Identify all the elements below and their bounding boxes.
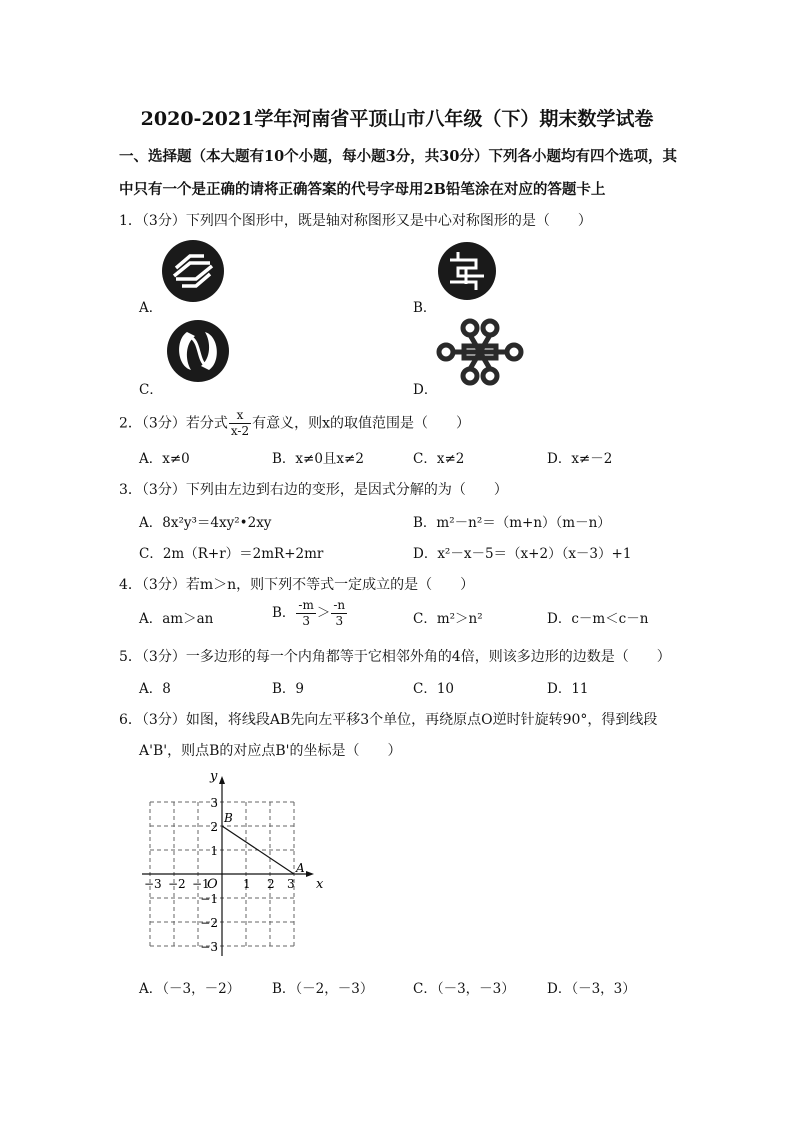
q2-stem-pre: 2．（3分）若分式 bbox=[119, 415, 228, 432]
point-b-label: B bbox=[224, 811, 233, 825]
q3-option-d[interactable]: D．x²－x－5＝（x+2）（x－3）+1 bbox=[413, 546, 632, 562]
q4-option-a[interactable]: A．am＞an bbox=[139, 611, 214, 627]
y-tick-label: −3 bbox=[200, 940, 218, 954]
page-title: 2020-2021学年河南省平顶山市八年级（下）期末数学试卷 bbox=[140, 108, 654, 130]
q1-option-b[interactable]: B． bbox=[413, 300, 437, 316]
q2-fraction-denominator: x-2 bbox=[230, 424, 250, 438]
q3-option-c[interactable]: C．2m（R+r）＝2mR+2mr bbox=[139, 546, 324, 562]
q4-b-fraction-1 bbox=[296, 598, 315, 629]
q4-option-d[interactable]: D．c－m＜c－n bbox=[547, 611, 649, 627]
y-tick-label: 2 bbox=[210, 820, 218, 834]
y-tick-label: −2 bbox=[200, 916, 218, 930]
section-header-line-2: 中只有一个是正确的请将正确答案的代号字母用2B铅笔涂在对应的答题卡上 bbox=[119, 181, 606, 198]
y-axis-label: y bbox=[210, 769, 218, 784]
q3-option-b[interactable]: B．m²－n²＝（m+n）（m－n） bbox=[413, 515, 611, 531]
q2-stem bbox=[119, 408, 470, 439]
y-tick-label: 1 bbox=[210, 844, 218, 858]
x-tick-label: −3 bbox=[144, 877, 162, 891]
q5-option-b[interactable]: B．9 bbox=[272, 681, 305, 697]
q6-option-a[interactable]: A．（－3，－2） bbox=[139, 981, 241, 997]
x-axis-label: x bbox=[316, 877, 324, 892]
china-mobile-logo-icon bbox=[160, 238, 226, 304]
bank-logo-icon bbox=[436, 240, 498, 302]
q4-b-fraction-2-denominator: 3 bbox=[335, 614, 344, 628]
q4-b-comparator: ＞ bbox=[316, 605, 331, 621]
section-header-line-1: 一、选择题（本大题有10个小题，每小题3分，共30分）下列各小题均有四个选项，其 bbox=[119, 148, 677, 165]
x-tick-labels bbox=[144, 877, 295, 891]
q2-option-d[interactable]: D．x≠－2 bbox=[547, 451, 613, 467]
y-axis-arrow-icon bbox=[219, 776, 225, 784]
q1-option-c[interactable]: C． bbox=[139, 382, 163, 398]
q2-option-c[interactable]: C．x≠2 bbox=[413, 451, 465, 467]
q2-option-b[interactable]: B．x≠0且x≠2 bbox=[272, 451, 364, 467]
q5-option-c[interactable]: C．10 bbox=[413, 681, 455, 697]
q6-stem-line-1: 6．（3分）如图，将线段AB先向左平移3个单位，再绕原点O逆时针旋转90°，得到线段 bbox=[119, 712, 658, 728]
y-tick-label: −1 bbox=[200, 892, 218, 906]
point-a-label: A bbox=[296, 861, 305, 875]
q6-coordinate-figure bbox=[138, 766, 338, 960]
y-tick-label: 3 bbox=[210, 796, 218, 810]
q4-option-c[interactable]: C．m²＞n² bbox=[413, 611, 483, 627]
china-unicom-knot-icon bbox=[436, 318, 524, 386]
q2-stem-post: 有意义，则x的取值范围是（ ） bbox=[252, 415, 470, 432]
x-tick-label: 1 bbox=[243, 877, 251, 891]
q4-option-b[interactable] bbox=[272, 598, 348, 629]
q4-b-fraction-1-denominator: 3 bbox=[302, 614, 310, 628]
q4-stem: 4．（3分）若m＞n，则下列不等式一定成立的是（ ） bbox=[119, 577, 475, 593]
x-tick-label: 3 bbox=[287, 877, 295, 891]
q6-option-d[interactable]: D．（－3，3） bbox=[547, 981, 636, 997]
x-tick-label: −1 bbox=[192, 877, 210, 891]
q4-b-fraction-2 bbox=[331, 598, 347, 629]
q6-option-c[interactable]: C．（－3，－3） bbox=[413, 981, 515, 997]
q5-stem: 5．（3分）一多边形的每一个内角都等于它相邻外角的4倍，则该多边形的边数是（ ） bbox=[119, 649, 671, 665]
y-tick-labels bbox=[200, 796, 218, 954]
x-axis-arrow-icon bbox=[306, 871, 314, 877]
q1-stem: 1．（3分）下列四个图形中，既是轴对称图形又是中心对称图形的是（ ） bbox=[119, 213, 592, 229]
q6-stem-line-2: A'B'，则点B的对应点B'的坐标是（ ） bbox=[139, 743, 402, 759]
q4-option-b-label: B． bbox=[272, 605, 296, 621]
origin-label: O bbox=[207, 877, 218, 892]
q2-option-a[interactable]: A．x≠0 bbox=[139, 451, 190, 467]
q5-option-a[interactable]: A．8 bbox=[139, 681, 171, 697]
q4-b-fraction-1-numerator: -m bbox=[298, 598, 314, 612]
q3-option-a[interactable]: A．8x²y³＝4xy²•2xy bbox=[139, 515, 272, 531]
q6-option-b[interactable]: B．（－2，－3） bbox=[272, 981, 374, 997]
q4-b-fraction-2-numerator: -n bbox=[333, 598, 346, 612]
swirl-logo-icon bbox=[165, 318, 231, 384]
x-tick-label: 2 bbox=[267, 877, 275, 891]
q2-fraction bbox=[229, 408, 251, 439]
q5-option-d[interactable]: D．11 bbox=[547, 681, 589, 697]
q3-stem: 3．（3分）下列由左边到右边的变形，是因式分解的为（ ） bbox=[119, 482, 508, 498]
q2-fraction-numerator: x bbox=[229, 408, 251, 424]
q1-option-d[interactable]: D． bbox=[413, 382, 438, 398]
x-tick-label: −2 bbox=[168, 877, 186, 891]
q1-option-a[interactable]: A． bbox=[139, 300, 163, 316]
